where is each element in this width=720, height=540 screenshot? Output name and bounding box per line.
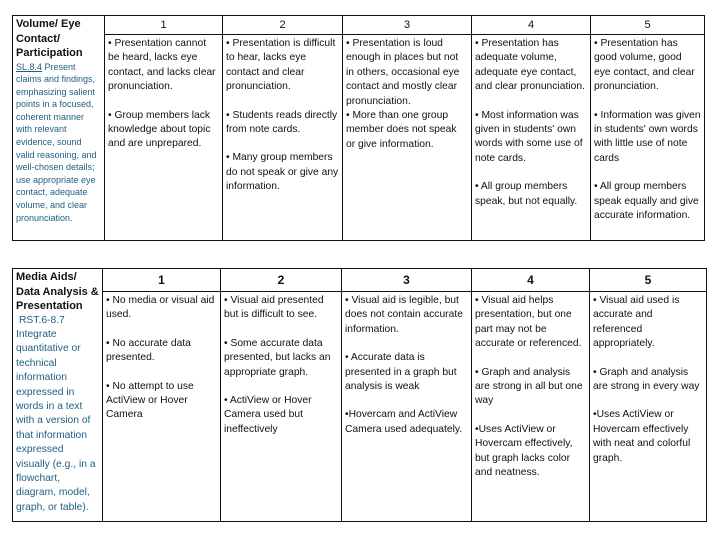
criterion-bullet: • Visual aid is legible, but does not contain accurate information. — [345, 295, 463, 335]
criterion-bullet: • More than one group member does not speak or give information. — [346, 110, 457, 150]
volume-eye-contact-rubric — [12, 15, 705, 241]
score-header-5: 5 — [591, 16, 705, 35]
score-header-2: 2 — [223, 16, 343, 35]
criterion-bullet: •Uses ActiView or Hovercam effectively, but graph lacks color and neatness. — [475, 423, 573, 479]
score-5-cell — [590, 292, 707, 522]
criterion-bullet: • Many group members do not speak or give any information. — [226, 152, 339, 193]
score-header-1: 1 — [103, 269, 221, 292]
standard-link[interactable]: SL.8.4 — [16, 61, 43, 72]
standard-description: SL.8.4 Present claims and findings, emphasizing salient points in a focused, coherent manner with relevant evidence, sound valid reasoning, and well-chosen details; use appropriate eye contact, adequate volume, and clear pronunciation. — [16, 61, 97, 223]
score-1-cell — [105, 35, 223, 241]
score-2-cell — [221, 292, 342, 522]
criterion-bullet: •Hovercam and ActiView Camera used adequately. — [345, 409, 463, 435]
criterion-bullet: • All group members speak, but not equally. — [475, 181, 578, 207]
standard-code: RST.6-8.7 — [19, 314, 65, 326]
score-header-3: 3 — [342, 269, 472, 292]
criterion-bullet: • Presentation has good volume, good eye contact, and clear pronunciation. — [594, 38, 695, 93]
score-3-cell — [343, 35, 472, 241]
criterion-bullet: • Presentation is loud enough in places but not in others, occasional eye contact and mostly clear pronunciation. — [346, 38, 460, 107]
score-3-cell — [342, 292, 472, 522]
criterion-bullet: • No media or visual aid used. — [106, 295, 215, 321]
rubric-criteria-row — [13, 35, 705, 241]
criterion-bullet: • Visual aid helps presentation, but one part may not be accurate or referenced. — [475, 295, 582, 350]
score-2-cell — [223, 35, 343, 241]
standard-description: Integrate quantitative or technical information expressed in words in a text with a version of that information expressed visually (e.g., in a flowchart, diagram, model, graph, or table). — [16, 328, 96, 513]
score-header-4: 4 — [472, 16, 591, 35]
criterion-cell — [13, 16, 105, 241]
criterion-bullet: • Some accurate data presented, but lacks an appropriate graph. — [224, 337, 331, 378]
score-header-4: 4 — [472, 269, 590, 292]
criterion-title: Media Aids/ Data Analysis & Presentation — [16, 271, 99, 312]
score-header-3: 3 — [343, 16, 472, 35]
criterion-bullet: • Presentation is difficult to hear, lacks eye contact and clear pronunciation. — [226, 38, 336, 93]
criterion-bullet: • Students reads directly from note cards. — [226, 109, 338, 136]
rubric-header-row — [13, 16, 705, 35]
score-4-cell — [472, 35, 591, 241]
criterion-title: Volume/ Eye Contact/ Participation — [16, 18, 83, 59]
score-header-5: 5 — [590, 269, 707, 292]
criterion-bullet: • Presentation has adequate volume, adequate eye contact, and clear pronunciation. — [475, 38, 585, 93]
score-header-1: 1 — [105, 16, 223, 35]
criterion-cell — [13, 269, 103, 522]
criterion-bullet: • Most information was given in students' own words with some use of note cards. — [475, 109, 583, 164]
rubric-criteria-row — [13, 292, 707, 522]
criterion-bullet: • Graph and analysis are strong in every way — [593, 366, 700, 393]
score-1-cell — [103, 292, 221, 522]
criterion-bullet: • Accurate data is presented in a graph but analysis is weak — [345, 352, 457, 393]
criterion-bullet: •Uses ActiView or Hovercam effectively with neat and colorful graph. — [593, 409, 691, 464]
criterion-bullet: • No attempt to use ActiView or Hover Camera — [106, 380, 194, 421]
score-4-cell — [472, 292, 590, 522]
criterion-bullet: • Visual aid used is accurate and referenced appropriately. — [593, 295, 680, 350]
criterion-bullet: • Group members lack knowledge about topic and are unprepared. — [108, 109, 211, 150]
criterion-bullet: • All group members speak equally and give accurate information. — [594, 181, 699, 222]
criterion-bullet: • Presentation cannot be heard, lacks eye contact, and lacks clear pronunciation. — [108, 38, 216, 93]
criterion-bullet: • Information was given in students' own words with little use of note cards — [594, 109, 701, 164]
criterion-bullet: • Graph and analysis are strong in all but one way — [475, 366, 583, 407]
score-header-2: 2 — [221, 269, 342, 292]
rubric-header-row — [13, 269, 707, 292]
score-5-cell — [591, 35, 705, 241]
media-aids-rubric — [12, 268, 707, 522]
criterion-bullet: • ActiView or Hover Camera used but ineffectively — [224, 395, 312, 435]
criterion-bullet: • No accurate data presented. — [106, 337, 191, 364]
criterion-bullet: • Visual aid presented but is difficult to see. — [224, 295, 324, 321]
